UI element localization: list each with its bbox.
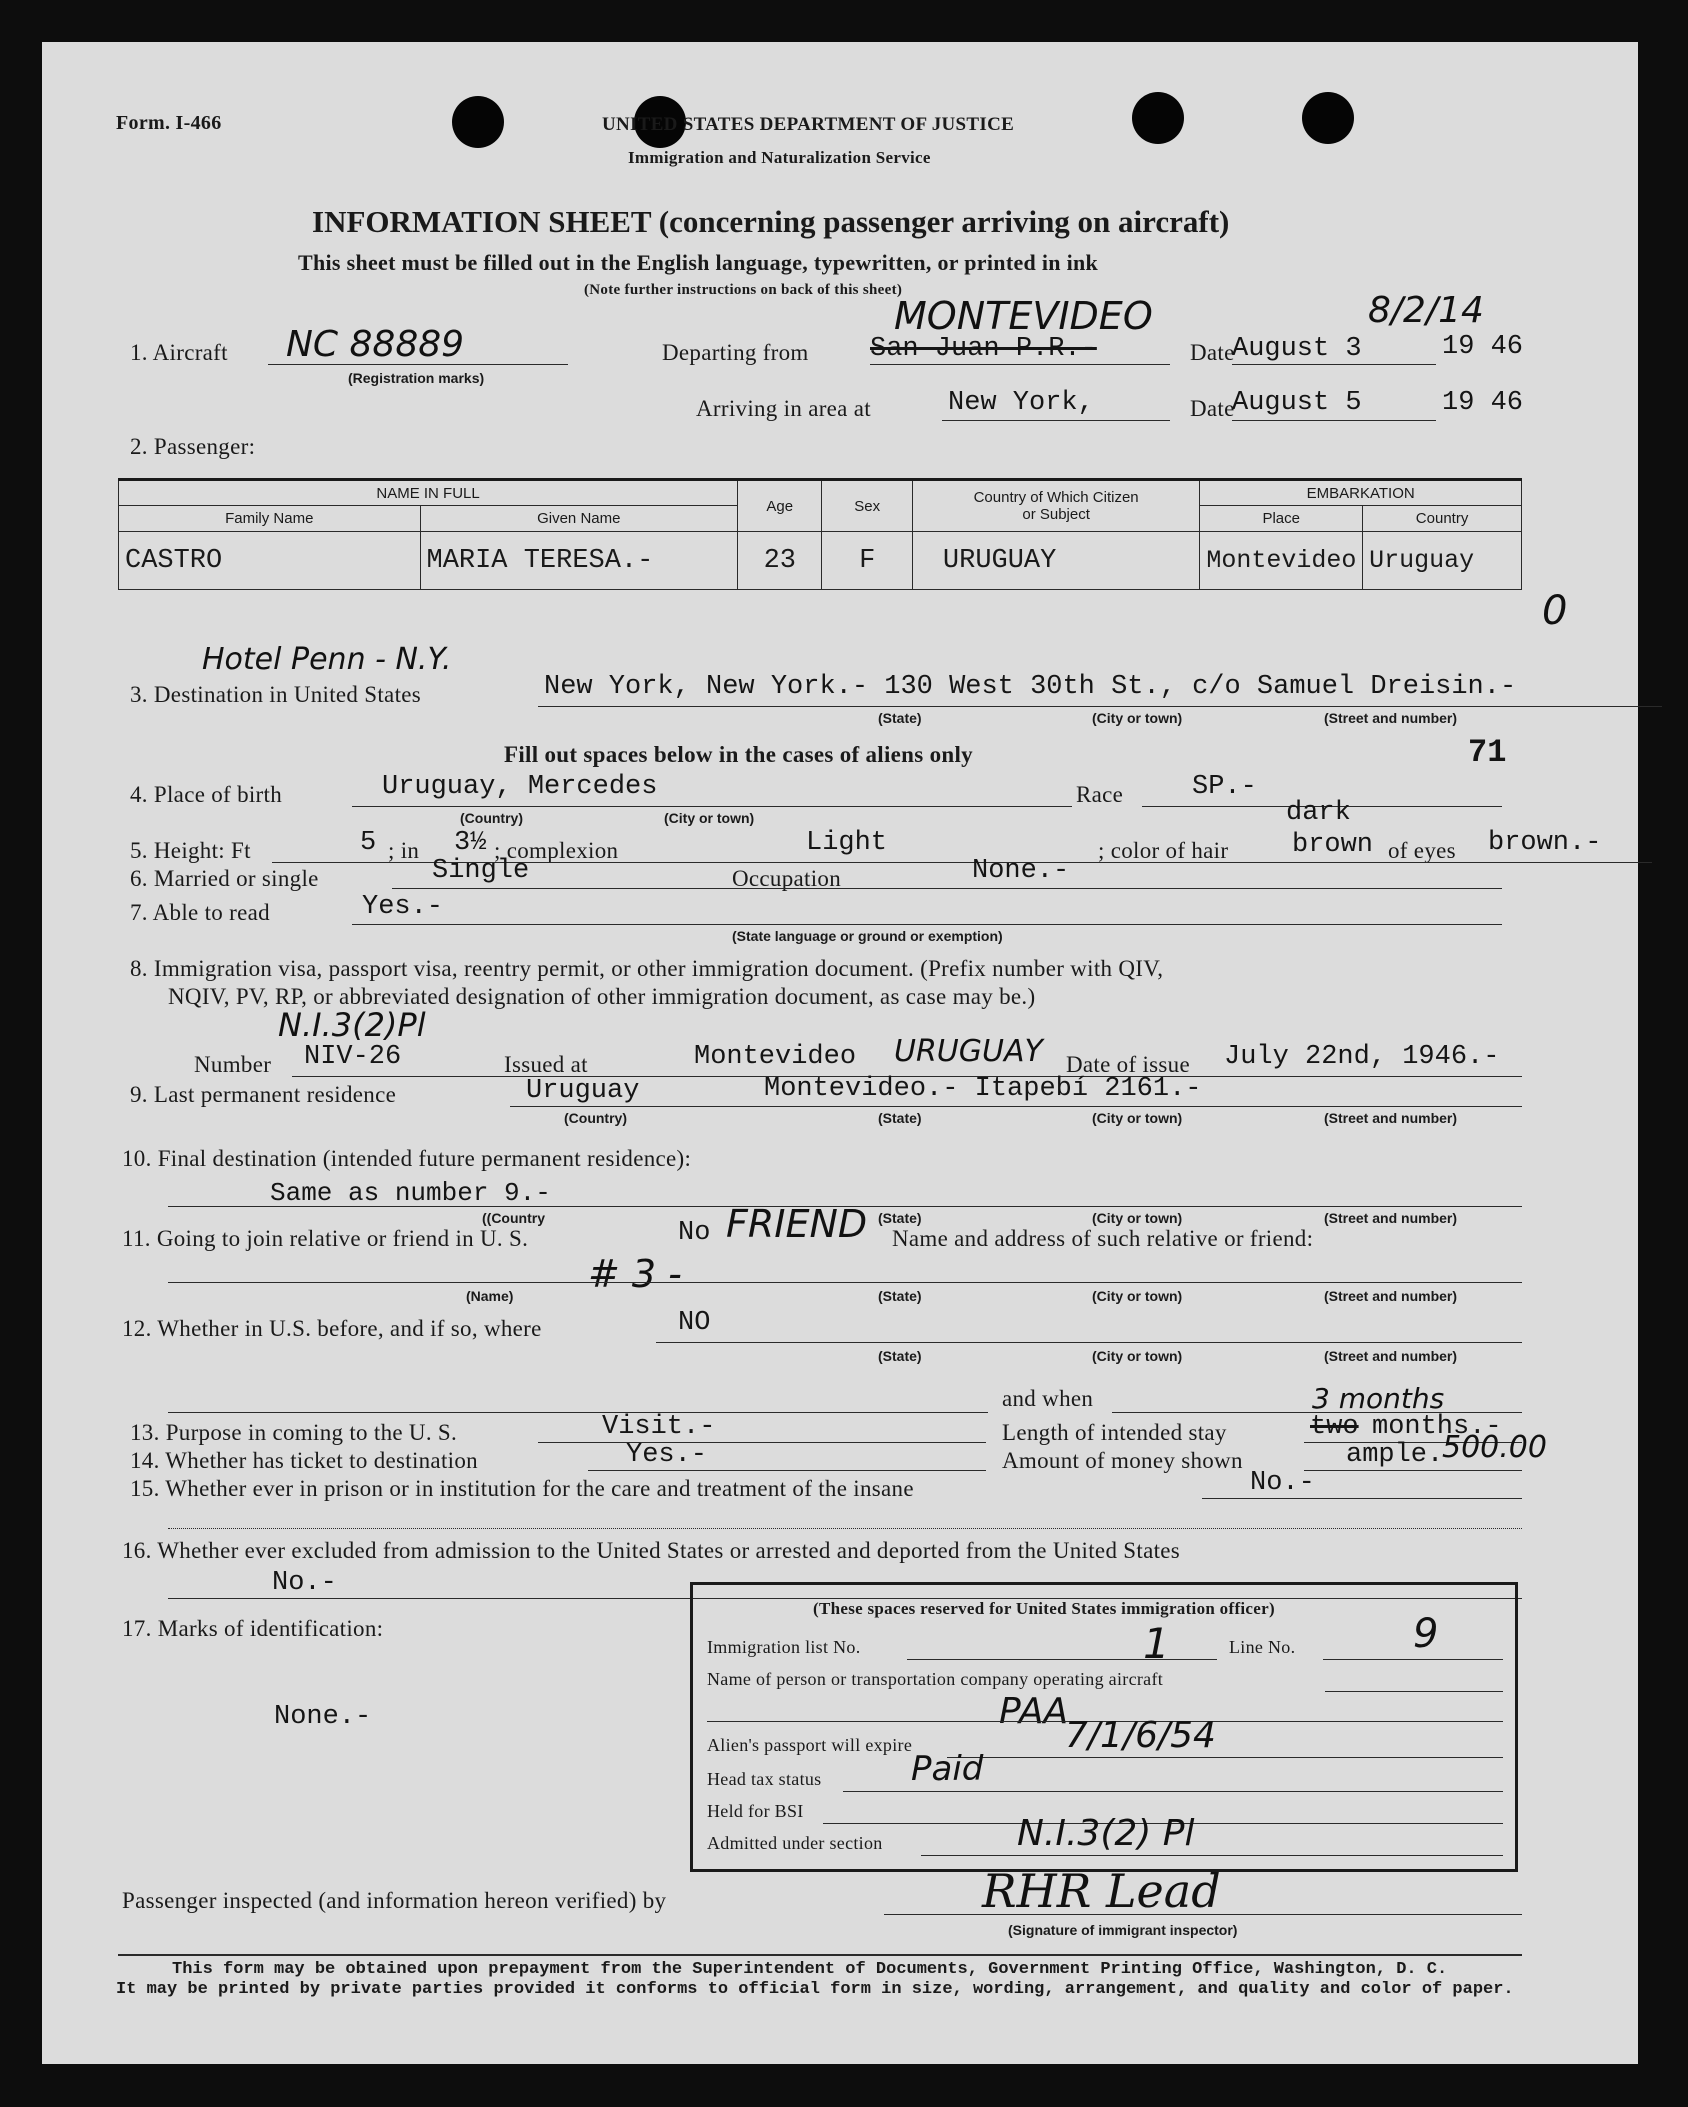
reserved-list-label: Immigration list No.: [707, 1637, 861, 1657]
field-label-visa: 8. Immigration visa, passport visa, reentry permit, or other immigration document. (Prefix number with QIV,: [130, 956, 1164, 981]
before-value: NO: [678, 1308, 711, 1338]
reserved-passport-label: Alien's passport will expire: [707, 1735, 913, 1755]
reserved-operator-label: Name of person or transportation company operating aircraft: [707, 1669, 1164, 1689]
passenger-table: [118, 478, 1522, 590]
caption-state-10: (State): [878, 1210, 922, 1226]
field-label-departing: Departing from: [662, 340, 809, 365]
field-label-complexion: ; complexion: [494, 838, 619, 863]
caption-state-9: (State): [878, 1110, 922, 1126]
field-label-join: 11. Going to join relative or friend in U. S.: [122, 1226, 529, 1251]
final-destination-value: Same as number 9.-: [270, 1178, 551, 1208]
arrival-year: 19 46: [1442, 388, 1524, 418]
complexion-value: Light: [806, 828, 888, 858]
citizenship-value: URUGUAY: [912, 532, 1199, 590]
ticket-value: Yes.-: [626, 1440, 708, 1470]
money-value: ample.: [1346, 1440, 1444, 1470]
departure-year: 19 46: [1442, 332, 1524, 362]
header-citizenship: Country of Which Citizen or Subject: [912, 480, 1199, 532]
read-value: Yes.-: [362, 892, 444, 922]
arrival-date: August 5: [1232, 388, 1362, 418]
field-label-married: 6. Married or single: [130, 866, 319, 891]
field-label-height: 5. Height: Ft: [130, 838, 251, 863]
field-label-eyes: of eyes: [1388, 838, 1456, 863]
field-label-occupation: Occupation: [732, 866, 842, 891]
field-label-race: Race: [1076, 782, 1124, 807]
reserved-line-label: Line No.: [1229, 1637, 1296, 1657]
sex-value: F: [822, 532, 912, 590]
embarkation-country-value: Uruguay: [1363, 532, 1522, 590]
reserved-heading: (These spaces reserved for United States immigration officer): [813, 1599, 1275, 1618]
field-label-inspected: Passenger inspected (and information hereon verified) by: [122, 1888, 667, 1913]
residence-country: Uruguay: [526, 1076, 640, 1106]
aliens-only-heading: Fill out spaces below in the cases of aliens only: [504, 742, 973, 767]
header-embarkation: EMBARKATION: [1200, 480, 1522, 506]
instruction-line: This sheet must be filled out in the English language, typewritten, or printed in ink: [298, 250, 1099, 275]
reserved-list-value: 1: [1143, 1619, 1170, 1668]
caption-country: (Country): [460, 810, 523, 826]
field-label-issued-at: Issued at: [504, 1052, 588, 1077]
field-label-arriving: Arriving in area at: [696, 396, 871, 421]
header-country: Country: [1363, 506, 1522, 532]
residence-state: Montevideo.- Itapebí 2161.-: [764, 1074, 1202, 1104]
caption-country-9: (Country): [564, 1110, 627, 1126]
read-caption: (State language or ground or exemption): [732, 928, 1003, 944]
punch-hole: [1302, 92, 1354, 144]
tax-value: Paid: [911, 1749, 984, 1789]
header-sex: Sex: [822, 480, 912, 532]
issue-date-value: July 22nd, 1946.-: [1224, 1042, 1500, 1072]
caption-city-11: (City or town): [1092, 1288, 1183, 1304]
caption-country-10: ((Country: [482, 1210, 545, 1226]
hair-dark-value: dark: [1286, 798, 1351, 828]
married-value: Single: [432, 856, 530, 886]
caption-street-12: (Street and number): [1324, 1348, 1458, 1364]
hair-value: brown: [1292, 830, 1374, 860]
field-label-date: Date: [1190, 340, 1235, 365]
signature-caption: (Signature of immigrant inspector): [1008, 1922, 1238, 1938]
passport-value: 7/1/6/54: [1065, 1715, 1216, 1756]
stay-value: months.-: [1372, 1412, 1502, 1442]
caption-city-town: (City or town): [664, 810, 755, 826]
field-label-aircraft: 1. Aircraft: [130, 340, 228, 365]
join-value: No: [678, 1218, 711, 1248]
field-label-money: Amount of money shown: [1002, 1448, 1243, 1473]
inspector-signature: RHR Lead: [982, 1864, 1221, 1918]
field-label-relative: Name and address of such relative or friend:: [892, 1226, 1314, 1251]
field-label-issue-date: Date of issue: [1066, 1052, 1190, 1077]
registration-caption: (Registration marks): [348, 370, 485, 386]
issued-at-value: Montevideo: [694, 1042, 857, 1072]
field-label-destination: 3. Destination in United States: [130, 682, 422, 707]
margin-mark: 0: [1542, 588, 1568, 634]
field-label-birth: 4. Place of birth: [130, 782, 283, 807]
field-label-stay: Length of intended stay: [1002, 1420, 1227, 1445]
caption-street: (Street and number): [1324, 710, 1458, 726]
departing-value: MONTEVIDEO: [894, 294, 1153, 338]
caption-street-11: (Street and number): [1324, 1288, 1458, 1304]
field-label-inches: ; in: [388, 838, 420, 863]
header-family-name: Family Name: [119, 506, 421, 532]
join-note: FRIEND: [726, 1202, 868, 1246]
caption-state: (State): [878, 710, 922, 726]
departing-struck: San Juan P.R.-: [870, 334, 1097, 364]
marks-value: None.-: [274, 1702, 372, 1732]
punch-hole: [452, 96, 504, 148]
field-label-passenger: 2. Passenger:: [130, 434, 256, 459]
birth-value: Uruguay, Mercedes: [382, 772, 658, 802]
caption-city-10: (City or town): [1092, 1210, 1183, 1226]
departure-date: August 3: [1232, 334, 1362, 364]
stay-note: 3 months: [1312, 1382, 1445, 1415]
caption-state-12: (State): [878, 1348, 922, 1364]
footer-note-1: This form may be obtained upon prepayment from the Superintendent of Documents, Government Printing Office, Washington, D. C.: [172, 1960, 1448, 1979]
destination-note: Hotel Penn - N.Y.: [202, 642, 452, 677]
prison-value: No.-: [1250, 1468, 1315, 1498]
occupation-value: None.-: [972, 856, 1070, 886]
form-number: Form. I-466: [116, 112, 222, 134]
eyes-value: brown.-: [1488, 828, 1602, 858]
race-value: SP.-: [1192, 772, 1257, 802]
embarkation-place-value: Montevideo: [1200, 532, 1363, 590]
caption-city-12: (City or town): [1092, 1348, 1183, 1364]
caption-street-9: (Street and number): [1324, 1110, 1458, 1126]
reserved-line-value: 9: [1413, 1611, 1439, 1657]
form-sheet: [42, 42, 1638, 2064]
caption-state-11: (State): [878, 1288, 922, 1304]
field-label-final-destination: 10. Final destination (intended future permanent residence):: [122, 1146, 692, 1171]
header-name-in-full: NAME IN FULL: [119, 480, 738, 506]
field-label-excluded: 16. Whether ever excluded from admission to the United States or arrested and deported from the United States: [122, 1538, 1181, 1563]
field-label-visa-number: Number: [194, 1052, 272, 1077]
field-label-when: and when: [1002, 1386, 1094, 1411]
reserved-tax-label: Head tax status: [707, 1769, 822, 1789]
header-place: Place: [1200, 506, 1363, 532]
arriving-value: New York,: [948, 388, 1094, 418]
issued-at-note: URUGUAY: [894, 1034, 1043, 1069]
field-label-purpose: 13. Purpose in coming to the U. S.: [130, 1420, 458, 1445]
money-note: 500.00: [1442, 1430, 1547, 1465]
caption-name-11: (Name): [466, 1288, 514, 1304]
field-label-hair: ; color of hair: [1098, 838, 1229, 863]
height-in-value: 3½: [454, 828, 487, 858]
field-label-prison: 15. Whether ever in prison or in institution for the care and treatment of the insane: [130, 1476, 914, 1501]
purpose-value: Visit.-: [602, 1412, 716, 1442]
reserved-section-label: Admitted under section: [707, 1833, 883, 1853]
field-label-residence: 9. Last permanent residence: [130, 1082, 397, 1107]
reserved-box: [690, 1582, 1518, 1872]
height-ft-value: 5: [360, 828, 377, 858]
date-correction: 8/2/14: [1368, 290, 1484, 331]
field-label-ticket: 14. Whether has ticket to destination: [130, 1448, 478, 1473]
visa-note: N.I.3(2)Pl: [278, 1006, 426, 1044]
field-label-arrival-date: Date: [1190, 396, 1235, 421]
caption-city-9: (City or town): [1092, 1110, 1183, 1126]
service-title: Immigration and Naturalization Service: [628, 148, 931, 167]
punch-hole: [1132, 92, 1184, 144]
destination-value: New York, New York.- 130 West 30th St., c/o Samuel Dreisin.-: [544, 672, 1517, 702]
relative-note: # 3 -: [588, 1252, 682, 1296]
caption-street-10: (Street and number): [1324, 1210, 1458, 1226]
age-value: 23: [738, 532, 822, 590]
given-name-value: MARIA TERESA.-: [420, 532, 738, 590]
caption-city: (City or town): [1092, 710, 1183, 726]
header-given-name: Given Name: [420, 506, 738, 532]
department-title: UNITED STATES DEPARTMENT OF JUSTICE: [602, 114, 1015, 135]
family-name-value: CASTRO: [119, 532, 421, 590]
page-title: INFORMATION SHEET (concerning passenger arriving on aircraft): [312, 204, 1230, 239]
visa-number-value: NIV-26: [304, 1042, 402, 1072]
field-label-before: 12. Whether in U.S. before, and if so, where: [122, 1316, 542, 1341]
field-label-visa-2: NQIV, PV, RP, or abbreviated designation of other immigration document, as case may be.): [168, 984, 1036, 1009]
field-label-read: 7. Able to read: [130, 900, 270, 925]
stay-struck: two: [1310, 1412, 1359, 1442]
reserved-bsi-label: Held for BSI: [707, 1801, 804, 1821]
section-value: N.I.3(2) Pl: [1017, 1813, 1195, 1854]
operator-value: PAA: [999, 1691, 1069, 1732]
excluded-value: No.-: [272, 1568, 337, 1598]
footer-note-2: It may be printed by private parties provided it conforms to official form in size, wording, arrangement, and quality and color of paper.: [116, 1980, 1514, 1999]
stray-number: 71: [1468, 734, 1507, 771]
field-label-marks: 17. Marks of identification:: [122, 1616, 384, 1641]
aircraft-value: NC 88889: [286, 324, 465, 365]
header-age: Age: [738, 480, 822, 532]
instruction-note: (Note further instructions on back of this sheet): [584, 282, 903, 298]
